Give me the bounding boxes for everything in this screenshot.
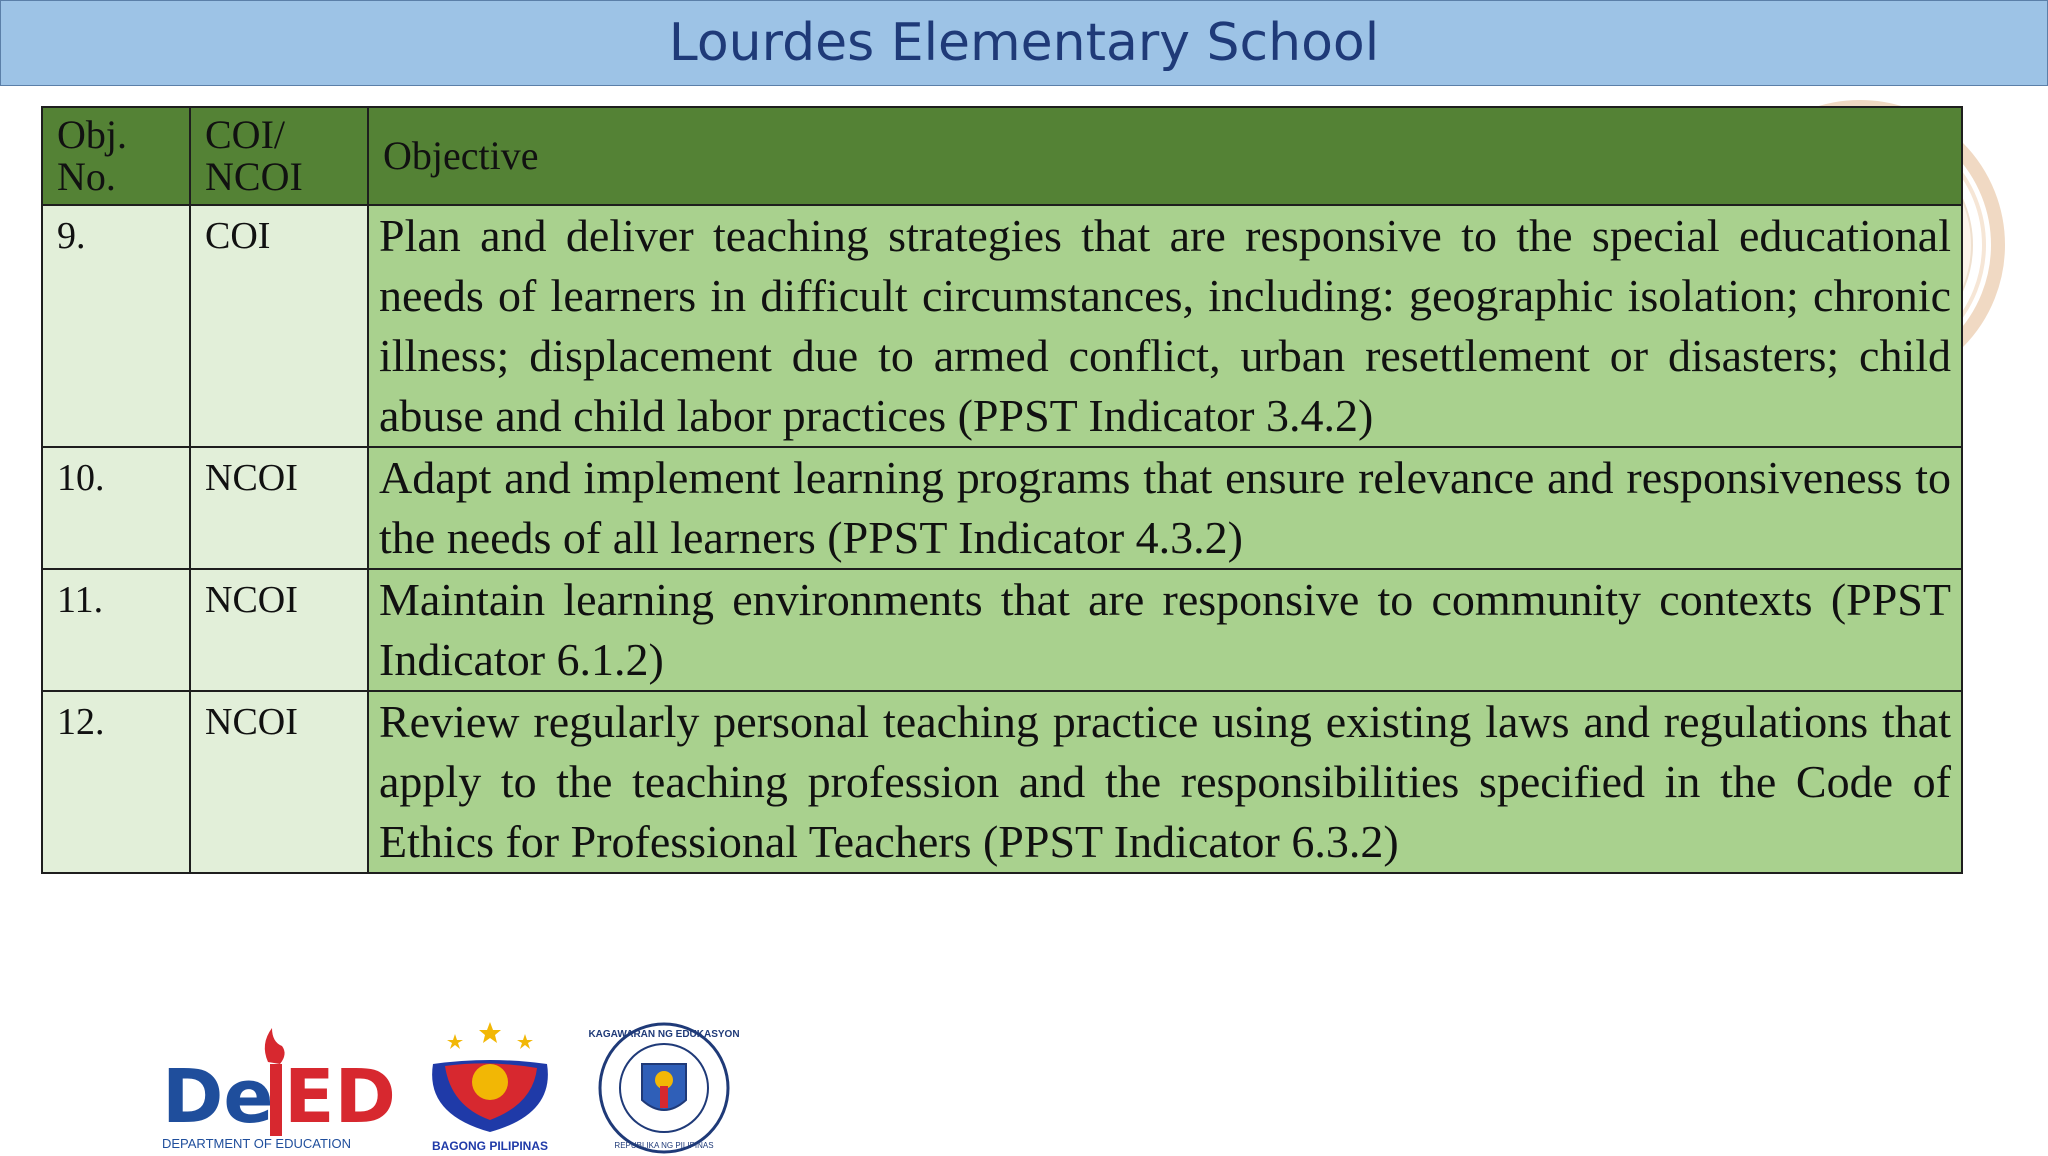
obj-no-cell	[42, 447, 190, 569]
coi-type: COI	[205, 215, 271, 257]
obj-no: 10.	[57, 457, 105, 499]
header-coi-ncoi-label: COI/ NCOI	[205, 112, 303, 199]
obj-no: 11.	[57, 579, 104, 621]
coi-cell	[190, 447, 368, 569]
objective-cell	[368, 569, 1962, 691]
obj-no-cell	[42, 691, 190, 873]
header-obj-no	[42, 107, 190, 205]
table-row	[42, 447, 1962, 569]
coi-cell	[190, 691, 368, 873]
title-bar	[0, 0, 2048, 86]
header-objective	[368, 107, 1962, 205]
table-row	[42, 569, 1962, 691]
bagong-pilipinas-logo	[415, 1016, 565, 1152]
obj-no: 12.	[57, 701, 105, 743]
obj-no-cell	[42, 205, 190, 447]
svg-text:BAGONG PILIPINAS: BAGONG PILIPINAS	[431, 1139, 549, 1153]
coi-cell	[190, 205, 368, 447]
obj-no-cell	[42, 569, 190, 691]
objectives-table	[41, 106, 1963, 874]
svg-text:REPUBLIKA NG PILIPINAS: REPUBLIKA NG PILIPINAS	[614, 1141, 714, 1150]
table-row	[42, 205, 1962, 447]
svg-text:DEPARTMENT OF EDUCATION: DEPARTMENT OF EDUCATION	[162, 1136, 351, 1151]
svg-text:De: De	[162, 1054, 274, 1140]
coi-type: NCOI	[205, 579, 298, 621]
kagawaran-seal	[588, 1020, 740, 1156]
svg-text:KAGAWARAN NG EDUKASYON: KAGAWARAN NG EDUKASYON	[588, 1029, 740, 1040]
header-coi-ncoi	[190, 107, 368, 205]
coi-type: NCOI	[205, 701, 298, 743]
svg-text:ED: ED	[284, 1054, 396, 1140]
page-title: Lourdes Elementary School	[668, 13, 1380, 73]
objective-text: Plan and deliver teaching strategies that are responsive to the special educational needs of learners in difficult circumstances, including: geographic isolation; chronic illness; displacement due to armed conflict, urban resettlement or disasters; child abuse and child labor practices (PPST Indicator 3.4.2)	[379, 210, 1951, 441]
objective-cell	[368, 447, 1962, 569]
objective-text: Maintain learning environments that are responsive to community contexts (PPST Indicator 6.1.2)	[379, 574, 1951, 685]
objective-cell	[368, 205, 1962, 447]
table-row	[42, 691, 1962, 873]
coi-type: NCOI	[205, 457, 298, 499]
table-header-row	[42, 107, 1962, 205]
objective-text: Adapt and implement learning programs that ensure relevance and responsiveness to the needs of all learners (PPST Indicator 4.3.2)	[379, 452, 1951, 563]
objective-cell	[368, 691, 1962, 873]
coi-cell	[190, 569, 368, 691]
header-objective-label: Objective	[383, 133, 539, 178]
obj-no: 9.	[57, 215, 86, 257]
deped-logo	[160, 1024, 400, 1152]
objective-text: Review regularly personal teaching practice using existing laws and regulations that apply to the teaching profession and the responsibilities specified in the Code of Ethics for Professional Teachers (PPST Indicator 6.3.2)	[379, 696, 1951, 867]
footer-logos	[150, 1010, 750, 1152]
header-obj-no-label: Obj. No.	[57, 112, 127, 199]
